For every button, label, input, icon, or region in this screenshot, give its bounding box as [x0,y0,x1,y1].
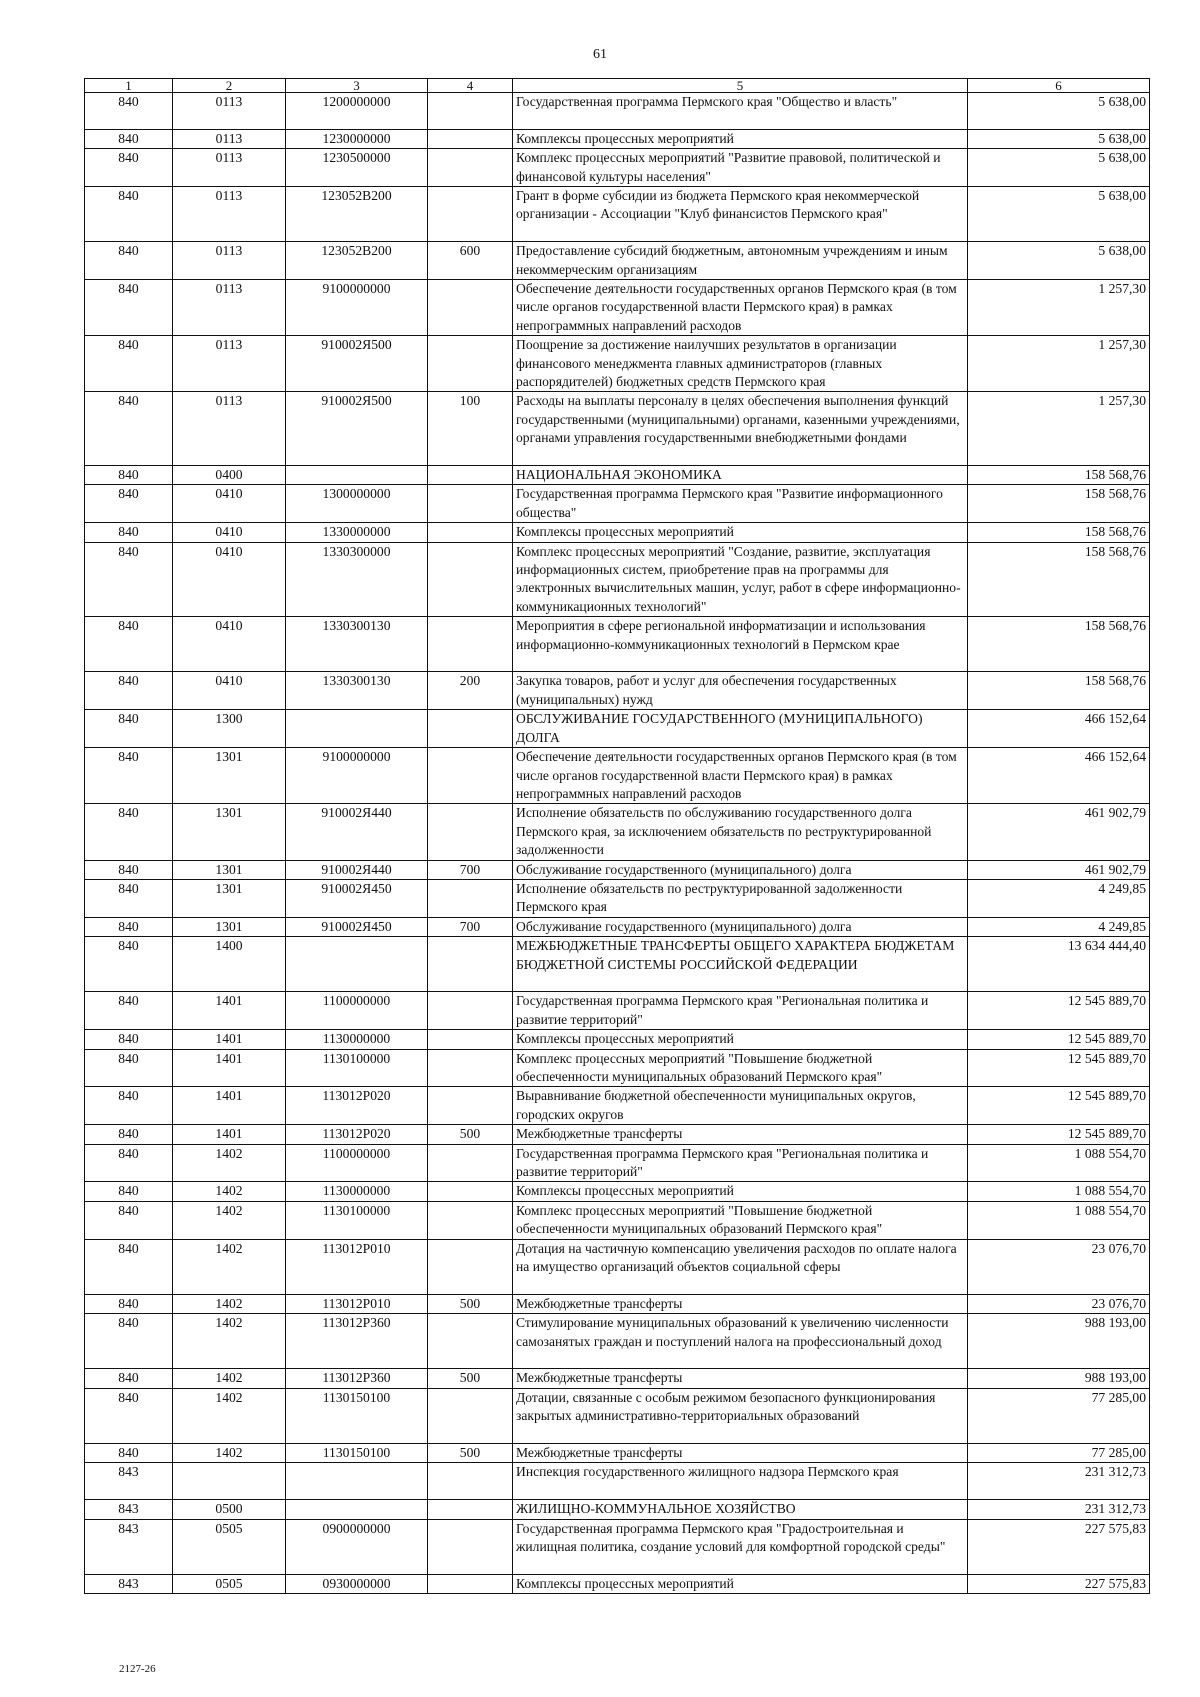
cell-ministry-code: 843 [85,1500,173,1519]
cell-ministry-code: 840 [85,1087,173,1125]
cell-ministry-code: 840 [85,129,173,148]
cell-amount: 5 638,00 [968,93,1150,130]
cell-description: Комплекс процессных мероприятий "Повышение бюджетной обеспеченности муниципальных образований Пермского края" [513,1049,968,1087]
cell-expense-type: 100 [428,392,513,466]
cell-amount: 12 545 889,70 [968,1030,1150,1049]
cell-ministry-code: 840 [85,710,173,748]
cell-amount: 12 545 889,70 [968,1125,1150,1144]
cell-target-article [286,1463,428,1500]
cell-expense-type [428,485,513,523]
table-row [85,392,1150,466]
cell-description: Закупка товаров, работ и услуг для обеспечения государственных (муниципальных) нужд [513,672,968,710]
cell-ministry-code: 840 [85,879,173,917]
cell-ministry-code: 840 [85,860,173,879]
cell-section-code: 1301 [173,748,286,804]
cell-ministry-code: 840 [85,1182,173,1201]
cell-description: Комплексы процессных мероприятий [513,523,968,542]
cell-expense-type: 700 [428,917,513,936]
cell-target-article: 113012Р360 [286,1314,428,1369]
cell-amount: 1 257,30 [968,336,1150,392]
cell-amount: 158 568,76 [968,672,1150,710]
cell-description: Комплекс процессных мероприятий "Создание, развитие, эксплуатация информационных систем, приобретение прав на программы для электронных вычислительных машин, услуг, работ в сфере информационно-коммуникационных технологий" [513,542,968,617]
cell-description: МЕЖБЮДЖЕТНЫЕ ТРАНСФЕРТЫ ОБЩЕГО ХАРАКТЕРА БЮДЖЕТАМ БЮДЖЕТНОЙ СИСТЕМЫ РОССИЙСКОЙ ФЕДЕРАЦИИ [513,937,968,992]
cell-section-code: 1400 [173,937,286,992]
cell-ministry-code: 840 [85,1049,173,1087]
cell-expense-type: 700 [428,860,513,879]
cell-target-article: 1130150100 [286,1444,428,1463]
cell-ministry-code: 840 [85,93,173,130]
cell-target-article: 1130000000 [286,1182,428,1201]
cell-amount: 1 257,30 [968,280,1150,336]
cell-amount: 23 076,70 [968,1294,1150,1313]
cell-section-code: 1402 [173,1182,286,1201]
table-row [85,149,1150,187]
cell-amount: 158 568,76 [968,523,1150,542]
cell-ministry-code: 840 [85,672,173,710]
cell-description: Межбюджетные трансферты [513,1369,968,1388]
cell-expense-type [428,187,513,242]
cell-section-code: 0505 [173,1519,286,1574]
cell-amount: 227 575,83 [968,1519,1150,1574]
cell-description: Стимулирование муниципальных образований к увеличению численности самозанятых граждан и поступлений налога на профессиональный доход [513,1314,968,1369]
cell-ministry-code: 840 [85,485,173,523]
cell-description: Комплексы процессных мероприятий [513,1574,968,1593]
table-row [85,485,1150,523]
cell-expense-type [428,1201,513,1239]
cell-description: Обеспечение деятельности государственных органов Пермского края (в том числе органов государственной власти Пермского края) в рамках непрограммных направлений расходов [513,280,968,336]
cell-description: Межбюджетные трансферты [513,1294,968,1313]
cell-amount: 5 638,00 [968,149,1150,187]
cell-target-article: 910002Я500 [286,336,428,392]
cell-section-code: 0113 [173,336,286,392]
cell-amount: 12 545 889,70 [968,1049,1150,1087]
cell-expense-type [428,1144,513,1182]
cell-expense-type [428,1500,513,1519]
cell-target-article: 1230000000 [286,129,428,148]
table-row [85,860,1150,879]
cell-section-code: 1401 [173,1087,286,1125]
cell-section-code: 1401 [173,992,286,1030]
cell-target-article: 1200000000 [286,93,428,130]
cell-expense-type: 600 [428,242,513,280]
cell-section-code: 1402 [173,1444,286,1463]
cell-section-code: 1402 [173,1388,286,1443]
table-row [85,1201,1150,1239]
cell-target-article [286,710,428,748]
cell-amount: 1 257,30 [968,392,1150,466]
cell-description: Исполнение обязательств по реструктурированной задолженности Пермского края [513,879,968,917]
cell-description: Межбюджетные трансферты [513,1125,968,1144]
cell-section-code: 1301 [173,917,286,936]
cell-section-code: 1402 [173,1201,286,1239]
cell-description: Поощрение за достижение наилучших результатов в организации финансового менеджмента главных администраторов (главных распорядителей) бюджетных средств Пермского края [513,336,968,392]
table-row [85,1574,1150,1593]
table-row [85,523,1150,542]
cell-section-code: 0400 [173,466,286,485]
cell-amount: 77 285,00 [968,1444,1150,1463]
cell-expense-type [428,336,513,392]
page-number: 61 [593,47,607,62]
cell-amount: 5 638,00 [968,129,1150,148]
cell-amount: 12 545 889,70 [968,1087,1150,1125]
cell-expense-type [428,1463,513,1500]
cell-expense-type [428,1182,513,1201]
column-header: 5 [513,79,968,93]
cell-description: Межбюджетные трансферты [513,1444,968,1463]
cell-ministry-code: 840 [85,149,173,187]
cell-section-code: 0113 [173,280,286,336]
cell-amount: 461 902,79 [968,860,1150,879]
cell-description: ЖИЛИЩНО-КОММУНАЛЬНОЕ ХОЗЯЙСТВО [513,1500,968,1519]
cell-ministry-code: 840 [85,242,173,280]
cell-expense-type: 500 [428,1444,513,1463]
table-row [85,1144,1150,1182]
cell-expense-type [428,879,513,917]
column-header: 4 [428,79,513,93]
cell-section-code: 1401 [173,1049,286,1087]
cell-amount: 466 152,64 [968,748,1150,804]
cell-ministry-code: 840 [85,617,173,672]
cell-ministry-code: 840 [85,336,173,392]
table-row [85,672,1150,710]
budget-table [84,78,1150,1594]
cell-amount: 158 568,76 [968,485,1150,523]
table-row [85,1125,1150,1144]
cell-expense-type [428,149,513,187]
table-row [85,187,1150,242]
cell-ministry-code: 840 [85,1125,173,1144]
cell-ministry-code: 840 [85,1314,173,1369]
cell-description: Дотации, связанные с особым режимом безопасного функционирования закрытых административно-территориальных образований [513,1388,968,1443]
cell-amount: 5 638,00 [968,242,1150,280]
cell-description: Расходы на выплаты персоналу в целях обеспечения выполнения функций государственными (муниципальными) органами, казенными учреждениями, органами управления государственными внебюджетными фондами [513,392,968,466]
cell-ministry-code: 840 [85,917,173,936]
cell-expense-type: 500 [428,1294,513,1313]
table-row [85,992,1150,1030]
cell-ministry-code: 840 [85,523,173,542]
cell-ministry-code: 840 [85,187,173,242]
cell-ministry-code: 843 [85,1463,173,1500]
cell-expense-type [428,1030,513,1049]
cell-section-code: 1402 [173,1239,286,1294]
table-row [85,1369,1150,1388]
cell-description: Комплексы процессных мероприятий [513,1030,968,1049]
cell-description: Дотация на частичную компенсацию увеличения расходов по оплате налога на имущество организаций объектов социальной сферы [513,1239,968,1294]
cell-target-article: 1330300000 [286,542,428,617]
cell-target-article: 910002Я440 [286,860,428,879]
column-header: 2 [173,79,286,93]
cell-description: Выравнивание бюджетной обеспеченности муниципальных округов, городских округов [513,1087,968,1125]
cell-expense-type [428,1087,513,1125]
cell-target-article: 910002Я440 [286,804,428,860]
cell-section-code: 1402 [173,1294,286,1313]
cell-target-article [286,466,428,485]
cell-target-article: 9100000000 [286,748,428,804]
cell-ministry-code: 840 [85,1444,173,1463]
cell-target-article: 113012Р010 [286,1239,428,1294]
cell-description: Грант в форме субсидии из бюджета Пермского края некоммерческой организации - Ассоциации "Клуб финансистов Пермского края" [513,187,968,242]
cell-amount: 1 088 554,70 [968,1182,1150,1201]
cell-expense-type [428,523,513,542]
cell-ministry-code: 840 [85,1201,173,1239]
cell-section-code: 0410 [173,672,286,710]
cell-description: Государственная программа Пермского края "Региональная политика и развитие территорий" [513,992,968,1030]
cell-description: Комплексы процессных мероприятий [513,1182,968,1201]
cell-description: Мероприятия в сфере региональной информатизации и использования информационно-коммуникационных технологий в Пермском крае [513,617,968,672]
cell-description: Комплекс процессных мероприятий "Повышение бюджетной обеспеченности муниципальных образований Пермского края" [513,1201,968,1239]
cell-expense-type [428,129,513,148]
cell-amount: 23 076,70 [968,1239,1150,1294]
cell-description: Инспекция государственного жилищного надзора Пермского края [513,1463,968,1500]
cell-section-code: 1301 [173,879,286,917]
cell-expense-type [428,992,513,1030]
cell-ministry-code: 840 [85,1369,173,1388]
cell-ministry-code: 843 [85,1519,173,1574]
cell-section-code: 1402 [173,1314,286,1369]
cell-section-code: 0113 [173,93,286,130]
cell-amount: 1 088 554,70 [968,1144,1150,1182]
cell-ministry-code: 840 [85,1030,173,1049]
cell-description: Государственная программа Пермского края "Общество и власть" [513,93,968,130]
cell-target-article: 1130100000 [286,1049,428,1087]
cell-description: НАЦИОНАЛЬНАЯ ЭКОНОМИКА [513,466,968,485]
cell-target-article: 113012Р010 [286,1294,428,1313]
cell-ministry-code: 840 [85,937,173,992]
cell-expense-type [428,466,513,485]
cell-target-article: 123052В200 [286,187,428,242]
cell-description: Обеспечение деятельности государственных органов Пермского края (в том числе органов государственной власти Пермского края) в рамках непрограммных направлений расходов [513,748,968,804]
cell-expense-type [428,1314,513,1369]
cell-ministry-code: 843 [85,1574,173,1593]
cell-description: Обслуживание государственного (муниципального) долга [513,917,968,936]
cell-description: ОБСЛУЖИВАНИЕ ГОСУДАРСТВЕННОГО (МУНИЦИПАЛЬНОГО) ДОЛГА [513,710,968,748]
cell-target-article: 1100000000 [286,992,428,1030]
column-header: 6 [968,79,1150,93]
cell-amount: 988 193,00 [968,1369,1150,1388]
table-row [85,1087,1150,1125]
cell-section-code: 0113 [173,149,286,187]
cell-section-code: 0410 [173,523,286,542]
cell-amount: 988 193,00 [968,1314,1150,1369]
cell-description: Государственная программа Пермского края "Градостроительная и жилищная политика, создание условий для комфортной городской среды" [513,1519,968,1574]
cell-amount: 1 088 554,70 [968,1201,1150,1239]
cell-target-article: 113012Р360 [286,1369,428,1388]
table-row [85,1519,1150,1574]
cell-target-article: 910002Я500 [286,392,428,466]
cell-amount: 158 568,76 [968,542,1150,617]
cell-target-article: 0930000000 [286,1574,428,1593]
cell-expense-type [428,937,513,992]
table-row [85,710,1150,748]
table-row [85,1182,1150,1201]
cell-description: Исполнение обязательств по обслуживанию государственного долга Пермского края, за исключением обязательств по реструктурированной задолженности [513,804,968,860]
cell-section-code: 0410 [173,542,286,617]
cell-expense-type [428,1519,513,1574]
cell-amount: 461 902,79 [968,804,1150,860]
cell-target-article: 910002Я450 [286,917,428,936]
cell-ministry-code: 840 [85,748,173,804]
table-row [85,129,1150,148]
cell-target-article: 1300000000 [286,485,428,523]
cell-ministry-code: 840 [85,392,173,466]
table-row [85,937,1150,992]
cell-description: Комплексы процессных мероприятий [513,129,968,148]
cell-section-code: 1401 [173,1030,286,1049]
table-row [85,280,1150,336]
cell-description: Государственная программа Пермского края "Региональная политика и развитие территорий" [513,1144,968,1182]
cell-amount: 4 249,85 [968,879,1150,917]
table-row [85,1294,1150,1313]
cell-target-article: 1330000000 [286,523,428,542]
cell-amount: 227 575,83 [968,1574,1150,1593]
cell-ministry-code: 840 [85,992,173,1030]
cell-amount: 4 249,85 [968,917,1150,936]
table-row [85,804,1150,860]
cell-section-code: 0113 [173,187,286,242]
cell-section-code: 0410 [173,485,286,523]
table-row [85,1030,1150,1049]
cell-amount: 77 285,00 [968,1388,1150,1443]
table-row [85,1500,1150,1519]
cell-amount: 231 312,73 [968,1500,1150,1519]
column-header: 3 [286,79,428,93]
table-row [85,542,1150,617]
cell-section-code: 0505 [173,1574,286,1593]
cell-amount: 466 152,64 [968,710,1150,748]
cell-section-code: 1402 [173,1144,286,1182]
cell-description: Предоставление субсидий бюджетным, автономным учреждениям и иным некоммерческим организациям [513,242,968,280]
cell-section-code: 0113 [173,242,286,280]
cell-ministry-code: 840 [85,280,173,336]
cell-ministry-code: 840 [85,1294,173,1313]
cell-expense-type [428,542,513,617]
cell-target-article: 113012Р020 [286,1125,428,1144]
cell-description: Комплекс процессных мероприятий "Развитие правовой, политической и финансовой культуры населения" [513,149,968,187]
table-row [85,466,1150,485]
table-row [85,1239,1150,1294]
table-row [85,242,1150,280]
cell-section-code: 1301 [173,804,286,860]
table-row [85,1049,1150,1087]
table-row [85,336,1150,392]
cell-target-article: 0900000000 [286,1519,428,1574]
cell-target-article: 1330300130 [286,672,428,710]
cell-target-article: 1330300130 [286,617,428,672]
cell-target-article [286,1500,428,1519]
cell-ministry-code: 840 [85,466,173,485]
cell-expense-type [428,748,513,804]
table-row [85,1444,1150,1463]
cell-expense-type [428,1574,513,1593]
cell-expense-type [428,1388,513,1443]
table-row [85,617,1150,672]
cell-amount: 158 568,76 [968,617,1150,672]
cell-section-code [173,1463,286,1500]
cell-ministry-code: 840 [85,1144,173,1182]
cell-amount: 5 638,00 [968,187,1150,242]
cell-target-article: 910002Я450 [286,879,428,917]
cell-amount: 12 545 889,70 [968,992,1150,1030]
cell-target-article: 9100000000 [286,280,428,336]
cell-amount: 231 312,73 [968,1463,1150,1500]
table-row [85,1388,1150,1443]
cell-expense-type [428,1049,513,1087]
cell-expense-type [428,93,513,130]
table-row [85,748,1150,804]
cell-ministry-code: 840 [85,1388,173,1443]
cell-description: Обслуживание государственного (муниципального) долга [513,860,968,879]
cell-section-code: 0113 [173,392,286,466]
cell-expense-type: 500 [428,1369,513,1388]
cell-target-article [286,937,428,992]
cell-section-code: 1402 [173,1369,286,1388]
cell-section-code: 0410 [173,617,286,672]
cell-expense-type [428,280,513,336]
cell-target-article: 1130000000 [286,1030,428,1049]
cell-amount: 158 568,76 [968,466,1150,485]
cell-expense-type [428,710,513,748]
cell-ministry-code: 840 [85,542,173,617]
footer-document-code: 2127-26 [119,1663,156,1675]
cell-target-article: 113012Р020 [286,1087,428,1125]
table-row [85,93,1150,130]
cell-target-article: 1100000000 [286,1144,428,1182]
cell-description: Государственная программа Пермского края "Развитие информационного общества" [513,485,968,523]
table-row [85,1463,1150,1500]
table-row [85,917,1150,936]
cell-expense-type [428,804,513,860]
cell-section-code: 1401 [173,1125,286,1144]
table-row [85,1314,1150,1369]
cell-expense-type: 200 [428,672,513,710]
column-header: 1 [85,79,173,93]
cell-section-code: 1301 [173,860,286,879]
cell-target-article: 1130100000 [286,1201,428,1239]
cell-target-article: 123052В200 [286,242,428,280]
cell-ministry-code: 840 [85,804,173,860]
cell-expense-type: 500 [428,1125,513,1144]
cell-expense-type [428,1239,513,1294]
cell-target-article: 1130150100 [286,1388,428,1443]
cell-amount: 13 634 444,40 [968,937,1150,992]
table-row [85,879,1150,917]
cell-section-code: 0500 [173,1500,286,1519]
cell-expense-type [428,617,513,672]
cell-section-code: 1300 [173,710,286,748]
cell-target-article: 1230500000 [286,149,428,187]
table-header-row [85,79,1150,93]
cell-section-code: 0113 [173,129,286,148]
cell-ministry-code: 840 [85,1239,173,1294]
